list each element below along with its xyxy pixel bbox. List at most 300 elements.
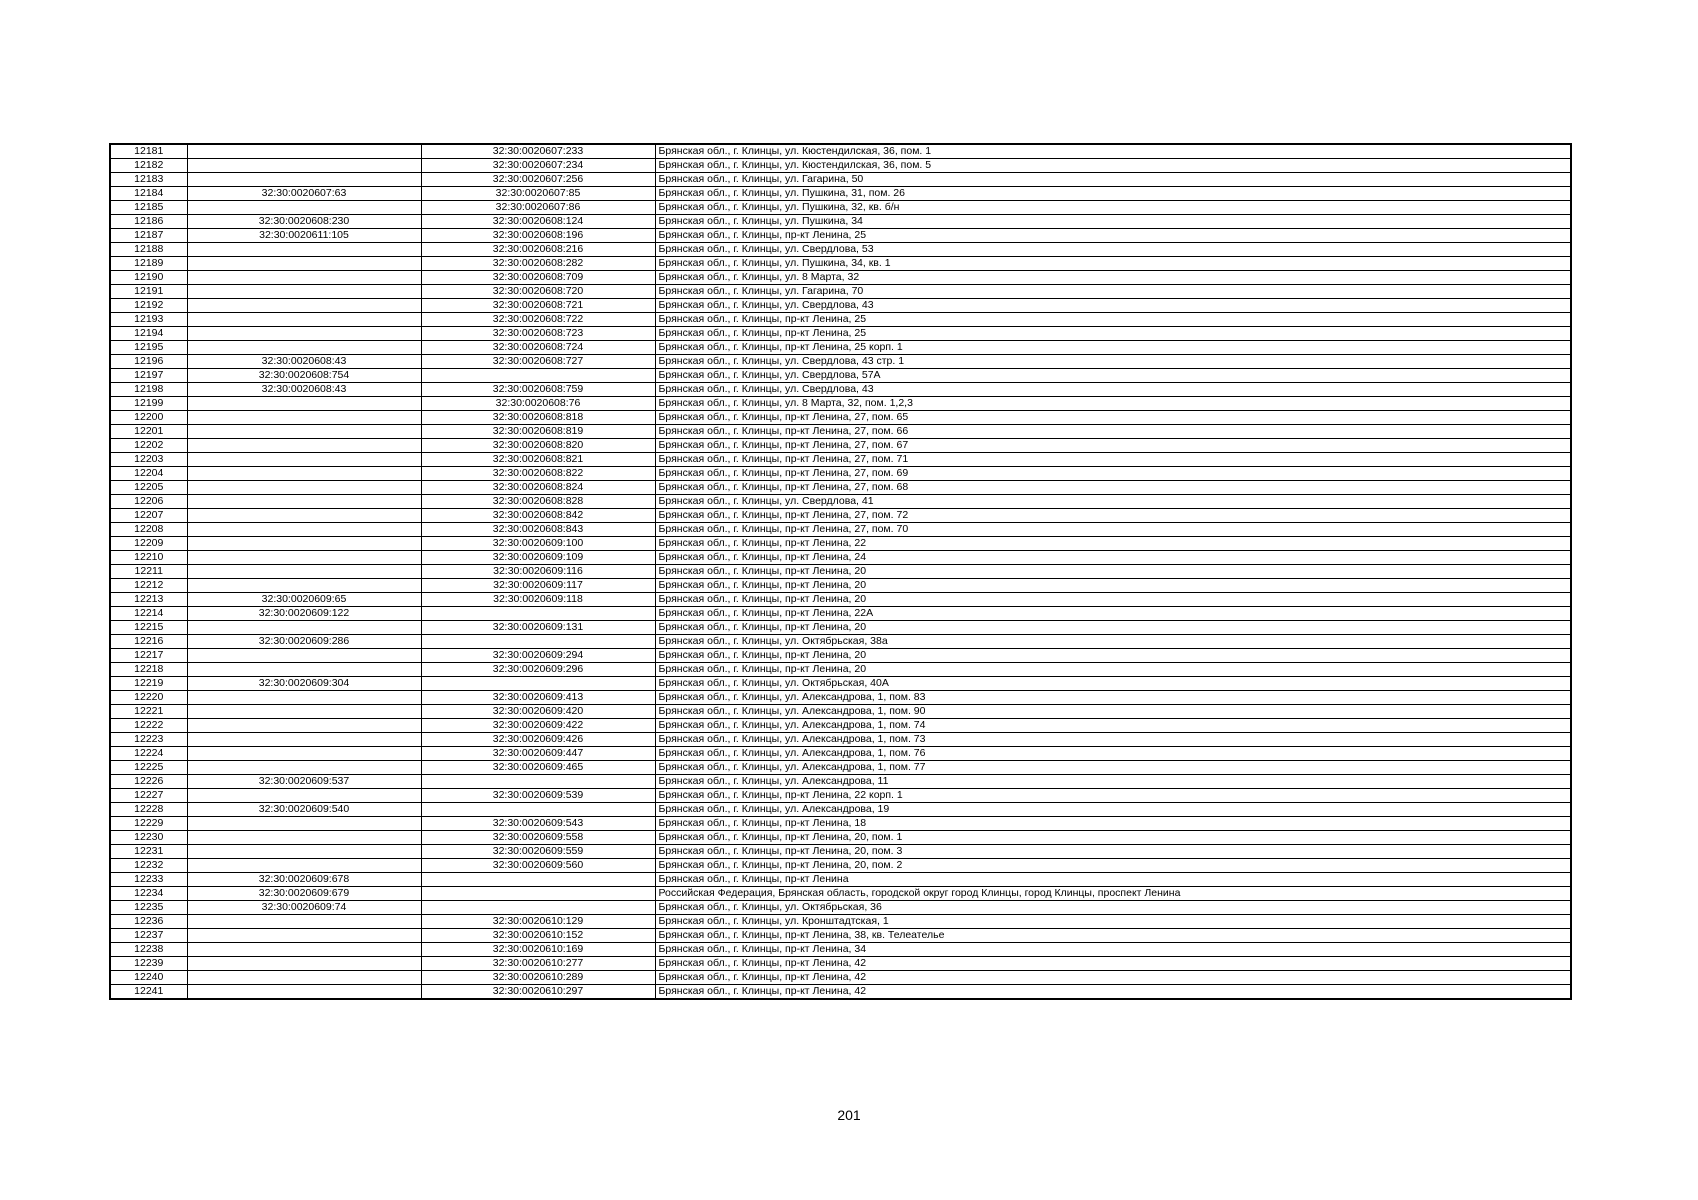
table-row	[110, 257, 1571, 271]
previous-cadastral-number-cell: 32:30:0020609:122	[187, 607, 421, 621]
cadastral-number-cell: 32:30:0020610:152	[421, 929, 655, 943]
table-row	[110, 411, 1571, 425]
row-number-cell: 12181	[110, 144, 187, 159]
cadastral-number-cell: 32:30:0020608:759	[421, 383, 655, 397]
cadastral-number-cell: 32:30:0020608:828	[421, 495, 655, 509]
cadastral-number-cell: 32:30:0020609:118	[421, 593, 655, 607]
previous-cadastral-number-cell	[187, 271, 421, 285]
address-cell: Брянская обл., г. Клинцы, пр-кт Ленина, 27, пом. 65	[655, 411, 1571, 425]
table-row	[110, 663, 1571, 677]
table-row	[110, 971, 1571, 985]
table-row	[110, 271, 1571, 285]
address-cell: Брянская обл., г. Клинцы, ул. Гагарина, 70	[655, 285, 1571, 299]
row-number-cell: 12190	[110, 271, 187, 285]
cadastral-number-cell	[421, 607, 655, 621]
address-cell: Брянская обл., г. Клинцы, пр-кт Ленина, 22 корп. 1	[655, 789, 1571, 803]
address-cell: Брянская обл., г. Клинцы, пр-кт Ленина, 25	[655, 229, 1571, 243]
cadastral-number-cell: 32:30:0020607:234	[421, 159, 655, 173]
previous-cadastral-number-cell	[187, 397, 421, 411]
address-cell: Брянская обл., г. Клинцы, ул. Александрова, 1, пом. 73	[655, 733, 1571, 747]
row-number-cell: 12191	[110, 285, 187, 299]
cadastral-number-cell: 32:30:0020608:709	[421, 271, 655, 285]
address-cell: Брянская обл., г. Клинцы, пр-кт Ленина, 42	[655, 957, 1571, 971]
row-number-cell: 12200	[110, 411, 187, 425]
row-number-cell: 12199	[110, 397, 187, 411]
cadastral-number-cell: 32:30:0020608:196	[421, 229, 655, 243]
previous-cadastral-number-cell	[187, 859, 421, 873]
row-number-cell: 12187	[110, 229, 187, 243]
table-row	[110, 285, 1571, 299]
previous-cadastral-number-cell: 32:30:0020607:63	[187, 187, 421, 201]
previous-cadastral-number-cell: 32:30:0020609:286	[187, 635, 421, 649]
table-row	[110, 313, 1571, 327]
cadastral-number-cell: 32:30:0020609:109	[421, 551, 655, 565]
previous-cadastral-number-cell	[187, 453, 421, 467]
previous-cadastral-number-cell	[187, 285, 421, 299]
previous-cadastral-number-cell	[187, 509, 421, 523]
table-row	[110, 229, 1571, 243]
address-cell: Брянская обл., г. Клинцы, пр-кт Ленина, 20	[655, 593, 1571, 607]
table-row	[110, 775, 1571, 789]
row-number-cell: 12201	[110, 425, 187, 439]
table-row	[110, 593, 1571, 607]
address-cell: Брянская обл., г. Клинцы, ул. Пушкина, 32, кв. б/н	[655, 201, 1571, 215]
table-row	[110, 523, 1571, 537]
table-row	[110, 369, 1571, 383]
cadastral-number-cell: 32:30:0020607:256	[421, 173, 655, 187]
row-number-cell: 12208	[110, 523, 187, 537]
row-number-cell: 12192	[110, 299, 187, 313]
table-row	[110, 537, 1571, 551]
cadastral-number-cell: 32:30:0020608:216	[421, 243, 655, 257]
row-number-cell: 12233	[110, 873, 187, 887]
address-cell: Брянская обл., г. Клинцы, пр-кт Ленина, 18	[655, 817, 1571, 831]
row-number-cell: 12237	[110, 929, 187, 943]
previous-cadastral-number-cell: 32:30:0020609:74	[187, 901, 421, 915]
table-row	[110, 495, 1571, 509]
cadastral-number-cell: 32:30:0020610:129	[421, 915, 655, 929]
table-row	[110, 635, 1571, 649]
address-cell: Брянская обл., г. Клинцы, ул. Александрова, 1, пом. 83	[655, 691, 1571, 705]
address-cell: Брянская обл., г. Клинцы, пр-кт Ленина, 20	[655, 621, 1571, 635]
row-number-cell: 12230	[110, 831, 187, 845]
table-row	[110, 187, 1571, 201]
previous-cadastral-number-cell	[187, 144, 421, 159]
cadastral-number-cell: 32:30:0020609:117	[421, 579, 655, 593]
cadastral-number-cell: 32:30:0020610:169	[421, 943, 655, 957]
cadastral-number-cell	[421, 677, 655, 691]
address-cell: Брянская обл., г. Клинцы, ул. Александрова, 1, пом. 90	[655, 705, 1571, 719]
previous-cadastral-number-cell	[187, 915, 421, 929]
cadastral-number-cell: 32:30:0020607:86	[421, 201, 655, 215]
address-cell: Брянская обл., г. Клинцы, ул. 8 Марта, 32, пом. 1,2,3	[655, 397, 1571, 411]
table-row	[110, 144, 1571, 159]
table-row	[110, 159, 1571, 173]
address-cell: Брянская обл., г. Клинцы, пр-кт Ленина, 25 корп. 1	[655, 341, 1571, 355]
cadastral-number-cell: 32:30:0020608:724	[421, 341, 655, 355]
cadastral-number-cell: 32:30:0020610:277	[421, 957, 655, 971]
row-number-cell: 12197	[110, 369, 187, 383]
cadastral-number-cell: 32:30:0020608:722	[421, 313, 655, 327]
previous-cadastral-number-cell	[187, 943, 421, 957]
previous-cadastral-number-cell: 32:30:0020609:65	[187, 593, 421, 607]
previous-cadastral-number-cell: 32:30:0020609:540	[187, 803, 421, 817]
address-cell: Брянская обл., г. Клинцы, ул. Кюстендилская, 36, пом. 5	[655, 159, 1571, 173]
table-row	[110, 817, 1571, 831]
address-cell: Брянская обл., г. Клинцы, ул. Александрова, 19	[655, 803, 1571, 817]
cadastral-number-cell: 32:30:0020608:824	[421, 481, 655, 495]
previous-cadastral-number-cell	[187, 971, 421, 985]
cadastral-number-cell	[421, 887, 655, 901]
previous-cadastral-number-cell	[187, 299, 421, 313]
row-number-cell: 12224	[110, 747, 187, 761]
table-row	[110, 299, 1571, 313]
row-number-cell: 12218	[110, 663, 187, 677]
row-number-cell: 12214	[110, 607, 187, 621]
previous-cadastral-number-cell	[187, 719, 421, 733]
previous-cadastral-number-cell	[187, 327, 421, 341]
cadastral-number-cell: 32:30:0020609:559	[421, 845, 655, 859]
table-row	[110, 481, 1571, 495]
previous-cadastral-number-cell	[187, 929, 421, 943]
previous-cadastral-number-cell	[187, 565, 421, 579]
cadastral-number-cell: 32:30:0020609:420	[421, 705, 655, 719]
row-number-cell: 12223	[110, 733, 187, 747]
address-cell: Брянская обл., г. Клинцы, пр-кт Ленина, 27, пом. 67	[655, 439, 1571, 453]
previous-cadastral-number-cell: 32:30:0020609:304	[187, 677, 421, 691]
address-cell: Брянская обл., г. Клинцы, пр-кт Ленина, 20	[655, 663, 1571, 677]
previous-cadastral-number-cell	[187, 439, 421, 453]
address-cell: Брянская обл., г. Клинцы, пр-кт Ленина, 27, пом. 66	[655, 425, 1571, 439]
address-cell: Брянская обл., г. Клинцы, ул. Александрова, 1, пом. 77	[655, 761, 1571, 775]
cadastral-number-cell	[421, 803, 655, 817]
previous-cadastral-number-cell: 32:30:0020608:230	[187, 215, 421, 229]
row-number-cell: 12185	[110, 201, 187, 215]
cadastral-number-cell: 32:30:0020609:465	[421, 761, 655, 775]
address-cell: Брянская обл., г. Клинцы, ул. Свердлова, 43 стр. 1	[655, 355, 1571, 369]
address-cell: Брянская обл., г. Клинцы, пр-кт Ленина, 27, пом. 69	[655, 467, 1571, 481]
address-cell: Брянская обл., г. Клинцы, пр-кт Ленина, 24	[655, 551, 1571, 565]
address-cell: Брянская обл., г. Клинцы, ул. Александрова, 1, пом. 74	[655, 719, 1571, 733]
row-number-cell: 12210	[110, 551, 187, 565]
cadastral-number-cell: 32:30:0020609:543	[421, 817, 655, 831]
cadastral-number-cell: 32:30:0020608:282	[421, 257, 655, 271]
address-cell: Брянская обл., г. Клинцы, ул. Свердлова, 41	[655, 495, 1571, 509]
previous-cadastral-number-cell	[187, 817, 421, 831]
cadastral-number-cell: 32:30:0020609:539	[421, 789, 655, 803]
row-number-cell: 12204	[110, 467, 187, 481]
cadastral-number-cell: 32:30:0020608:821	[421, 453, 655, 467]
row-number-cell: 12241	[110, 985, 187, 1000]
cadastral-number-cell: 32:30:0020610:297	[421, 985, 655, 1000]
row-number-cell: 12202	[110, 439, 187, 453]
previous-cadastral-number-cell	[187, 313, 421, 327]
previous-cadastral-number-cell: 32:30:0020609:537	[187, 775, 421, 789]
row-number-cell: 12184	[110, 187, 187, 201]
cadastral-number-cell: 32:30:0020608:124	[421, 215, 655, 229]
cadastral-number-cell: 32:30:0020608:723	[421, 327, 655, 341]
previous-cadastral-number-cell	[187, 789, 421, 803]
previous-cadastral-number-cell	[187, 411, 421, 425]
address-cell: Брянская обл., г. Клинцы, пр-кт Ленина, 20, пом. 3	[655, 845, 1571, 859]
row-number-cell: 12198	[110, 383, 187, 397]
previous-cadastral-number-cell	[187, 495, 421, 509]
registry-table	[109, 143, 1572, 1000]
previous-cadastral-number-cell	[187, 551, 421, 565]
row-number-cell: 12213	[110, 593, 187, 607]
previous-cadastral-number-cell	[187, 985, 421, 1000]
cadastral-number-cell: 32:30:0020608:76	[421, 397, 655, 411]
registry-table-body	[110, 144, 1571, 999]
table-row	[110, 467, 1571, 481]
cadastral-number-cell: 32:30:0020610:289	[421, 971, 655, 985]
cadastral-number-cell: 32:30:0020609:560	[421, 859, 655, 873]
previous-cadastral-number-cell: 32:30:0020611:105	[187, 229, 421, 243]
row-number-cell: 12240	[110, 971, 187, 985]
table-row	[110, 957, 1571, 971]
address-cell: Брянская обл., г. Клинцы, пр-кт Ленина, 20, пом. 1	[655, 831, 1571, 845]
cadastral-number-cell: 32:30:0020609:131	[421, 621, 655, 635]
cadastral-number-cell	[421, 369, 655, 383]
table-row	[110, 425, 1571, 439]
row-number-cell: 12193	[110, 313, 187, 327]
cadastral-number-cell	[421, 775, 655, 789]
table-row	[110, 509, 1571, 523]
address-cell: Брянская обл., г. Клинцы, пр-кт Ленина, 38, кв. Телеателье	[655, 929, 1571, 943]
address-cell: Брянская обл., г. Клинцы, пр-кт Ленина, 25	[655, 327, 1571, 341]
previous-cadastral-number-cell	[187, 257, 421, 271]
table-row	[110, 761, 1571, 775]
table-row	[110, 215, 1571, 229]
previous-cadastral-number-cell	[187, 705, 421, 719]
table-row	[110, 929, 1571, 943]
address-cell: Брянская обл., г. Клинцы, ул. Октябрьская, 38а	[655, 635, 1571, 649]
address-cell: Брянская обл., г. Клинцы, ул. Александрова, 1, пом. 76	[655, 747, 1571, 761]
row-number-cell: 12229	[110, 817, 187, 831]
table-row	[110, 579, 1571, 593]
address-cell: Брянская обл., г. Клинцы, пр-кт Ленина, 42	[655, 985, 1571, 1000]
cadastral-number-cell	[421, 873, 655, 887]
address-cell: Брянская обл., г. Клинцы, пр-кт Ленина, 27, пом. 71	[655, 453, 1571, 467]
table-row	[110, 649, 1571, 663]
cadastral-number-cell: 32:30:0020607:85	[421, 187, 655, 201]
previous-cadastral-number-cell: 32:30:0020608:43	[187, 355, 421, 369]
row-number-cell: 12186	[110, 215, 187, 229]
table-row	[110, 859, 1571, 873]
table-row	[110, 985, 1571, 1000]
table-row	[110, 327, 1571, 341]
row-number-cell: 12211	[110, 565, 187, 579]
cadastral-number-cell: 32:30:0020607:233	[421, 144, 655, 159]
row-number-cell: 12221	[110, 705, 187, 719]
table-row	[110, 803, 1571, 817]
address-cell: Брянская обл., г. Клинцы, пр-кт Ленина, 20	[655, 579, 1571, 593]
cadastral-number-cell: 32:30:0020609:294	[421, 649, 655, 663]
row-number-cell: 12215	[110, 621, 187, 635]
cadastral-number-cell: 32:30:0020608:822	[421, 467, 655, 481]
row-number-cell: 12183	[110, 173, 187, 187]
address-cell: Брянская обл., г. Клинцы, ул. Свердлова, 43	[655, 299, 1571, 313]
previous-cadastral-number-cell	[187, 663, 421, 677]
previous-cadastral-number-cell: 32:30:0020608:43	[187, 383, 421, 397]
cadastral-number-cell: 32:30:0020609:296	[421, 663, 655, 677]
cadastral-number-cell	[421, 635, 655, 649]
row-number-cell: 12195	[110, 341, 187, 355]
cadastral-number-cell: 32:30:0020609:447	[421, 747, 655, 761]
row-number-cell: 12234	[110, 887, 187, 901]
table-row	[110, 341, 1571, 355]
previous-cadastral-number-cell	[187, 747, 421, 761]
address-cell: Брянская обл., г. Клинцы, пр-кт Ленина, 22А	[655, 607, 1571, 621]
previous-cadastral-number-cell	[187, 845, 421, 859]
row-number-cell: 12239	[110, 957, 187, 971]
address-cell: Брянская обл., г. Клинцы, ул. Александрова, 11	[655, 775, 1571, 789]
cadastral-number-cell: 32:30:0020609:558	[421, 831, 655, 845]
previous-cadastral-number-cell	[187, 691, 421, 705]
row-number-cell: 12196	[110, 355, 187, 369]
table-row	[110, 691, 1571, 705]
address-cell: Российская Федерация, Брянская область, городской округ город Клинцы, город Клинцы, проспект Ленина	[655, 887, 1571, 901]
address-cell: Брянская обл., г. Клинцы, ул. Кюстендилская, 36, пом. 1	[655, 144, 1571, 159]
table-row	[110, 747, 1571, 761]
cadastral-number-cell: 32:30:0020608:819	[421, 425, 655, 439]
cadastral-number-cell	[421, 901, 655, 915]
table-row	[110, 439, 1571, 453]
address-cell: Брянская обл., г. Клинцы, ул. Свердлова, 43	[655, 383, 1571, 397]
row-number-cell: 12209	[110, 537, 187, 551]
table-row	[110, 551, 1571, 565]
address-cell: Брянская обл., г. Клинцы, пр-кт Ленина, 20	[655, 649, 1571, 663]
cadastral-number-cell: 32:30:0020608:842	[421, 509, 655, 523]
previous-cadastral-number-cell	[187, 467, 421, 481]
cadastral-number-cell: 32:30:0020608:820	[421, 439, 655, 453]
cadastral-number-cell: 32:30:0020609:422	[421, 719, 655, 733]
address-cell: Брянская обл., г. Клинцы, ул. Пушкина, 34	[655, 215, 1571, 229]
table-row	[110, 621, 1571, 635]
row-number-cell: 12212	[110, 579, 187, 593]
row-number-cell: 12188	[110, 243, 187, 257]
previous-cadastral-number-cell	[187, 649, 421, 663]
previous-cadastral-number-cell	[187, 341, 421, 355]
table-row	[110, 943, 1571, 957]
row-number-cell: 12231	[110, 845, 187, 859]
previous-cadastral-number-cell	[187, 831, 421, 845]
table-row	[110, 677, 1571, 691]
address-cell: Брянская обл., г. Клинцы, ул. Пушкина, 31, пом. 26	[655, 187, 1571, 201]
row-number-cell: 12238	[110, 943, 187, 957]
table-row	[110, 201, 1571, 215]
address-cell: Брянская обл., г. Клинцы, пр-кт Ленина, 27, пом. 68	[655, 481, 1571, 495]
row-number-cell: 12227	[110, 789, 187, 803]
cadastral-number-cell: 32:30:0020608:727	[421, 355, 655, 369]
row-number-cell: 12194	[110, 327, 187, 341]
table-row	[110, 733, 1571, 747]
table-row	[110, 705, 1571, 719]
table-row	[110, 607, 1571, 621]
row-number-cell: 12232	[110, 859, 187, 873]
address-cell: Брянская обл., г. Клинцы, ул. 8 Марта, 32	[655, 271, 1571, 285]
row-number-cell: 12236	[110, 915, 187, 929]
previous-cadastral-number-cell	[187, 425, 421, 439]
address-cell: Брянская обл., г. Клинцы, пр-кт Ленина, 34	[655, 943, 1571, 957]
table-row	[110, 915, 1571, 929]
address-cell: Брянская обл., г. Клинцы, ул. Октябрьская, 36	[655, 901, 1571, 915]
address-cell: Брянская обл., г. Клинцы, ул. Гагарина, 50	[655, 173, 1571, 187]
previous-cadastral-number-cell	[187, 537, 421, 551]
row-number-cell: 12205	[110, 481, 187, 495]
address-cell: Брянская обл., г. Клинцы, ул. Свердлова, 57А	[655, 369, 1571, 383]
address-cell: Брянская обл., г. Клинцы, пр-кт Ленина, 22	[655, 537, 1571, 551]
row-number-cell: 12226	[110, 775, 187, 789]
address-cell: Брянская обл., г. Клинцы, ул. Октябрьская, 40А	[655, 677, 1571, 691]
table-row	[110, 719, 1571, 733]
row-number-cell: 12219	[110, 677, 187, 691]
table-row	[110, 845, 1571, 859]
address-cell: Брянская обл., г. Клинцы, пр-кт Ленина, 42	[655, 971, 1571, 985]
previous-cadastral-number-cell	[187, 159, 421, 173]
table-row	[110, 355, 1571, 369]
address-cell: Брянская обл., г. Клинцы, пр-кт Ленина	[655, 873, 1571, 887]
cadastral-number-cell: 32:30:0020609:116	[421, 565, 655, 579]
table-row	[110, 243, 1571, 257]
address-cell: Брянская обл., г. Клинцы, пр-кт Ленина, 20	[655, 565, 1571, 579]
row-number-cell: 12206	[110, 495, 187, 509]
row-number-cell: 12222	[110, 719, 187, 733]
previous-cadastral-number-cell: 32:30:0020609:679	[187, 887, 421, 901]
address-cell: Брянская обл., г. Клинцы, ул. Свердлова, 53	[655, 243, 1571, 257]
table-row	[110, 887, 1571, 901]
row-number-cell: 12225	[110, 761, 187, 775]
table-row	[110, 789, 1571, 803]
table-row	[110, 397, 1571, 411]
previous-cadastral-number-cell	[187, 523, 421, 537]
previous-cadastral-number-cell	[187, 173, 421, 187]
table-row	[110, 383, 1571, 397]
row-number-cell: 12216	[110, 635, 187, 649]
previous-cadastral-number-cell	[187, 621, 421, 635]
table-row	[110, 901, 1571, 915]
previous-cadastral-number-cell	[187, 579, 421, 593]
cadastral-number-cell: 32:30:0020609:100	[421, 537, 655, 551]
row-number-cell: 12182	[110, 159, 187, 173]
table-row	[110, 873, 1571, 887]
address-cell: Брянская обл., г. Клинцы, пр-кт Ленина, 20, пом. 2	[655, 859, 1571, 873]
previous-cadastral-number-cell: 32:30:0020609:678	[187, 873, 421, 887]
table-row	[110, 173, 1571, 187]
address-cell: Брянская обл., г. Клинцы, пр-кт Ленина, 27, пом. 72	[655, 509, 1571, 523]
cadastral-number-cell: 32:30:0020608:721	[421, 299, 655, 313]
previous-cadastral-number-cell	[187, 481, 421, 495]
previous-cadastral-number-cell	[187, 243, 421, 257]
cadastral-number-cell: 32:30:0020609:413	[421, 691, 655, 705]
previous-cadastral-number-cell	[187, 957, 421, 971]
row-number-cell: 12189	[110, 257, 187, 271]
address-cell: Брянская обл., г. Клинцы, ул. Кронштадтская, 1	[655, 915, 1571, 929]
row-number-cell: 12220	[110, 691, 187, 705]
row-number-cell: 12207	[110, 509, 187, 523]
row-number-cell: 12235	[110, 901, 187, 915]
page-number: 201	[837, 1107, 861, 1123]
table-row	[110, 565, 1571, 579]
table-row	[110, 831, 1571, 845]
previous-cadastral-number-cell	[187, 733, 421, 747]
address-cell: Брянская обл., г. Клинцы, пр-кт Ленина, 27, пом. 70	[655, 523, 1571, 537]
row-number-cell: 12228	[110, 803, 187, 817]
address-cell: Брянская обл., г. Клинцы, ул. Пушкина, 34, кв. 1	[655, 257, 1571, 271]
row-number-cell: 12217	[110, 649, 187, 663]
cadastral-number-cell: 32:30:0020608:843	[421, 523, 655, 537]
cadastral-number-cell: 32:30:0020608:818	[421, 411, 655, 425]
